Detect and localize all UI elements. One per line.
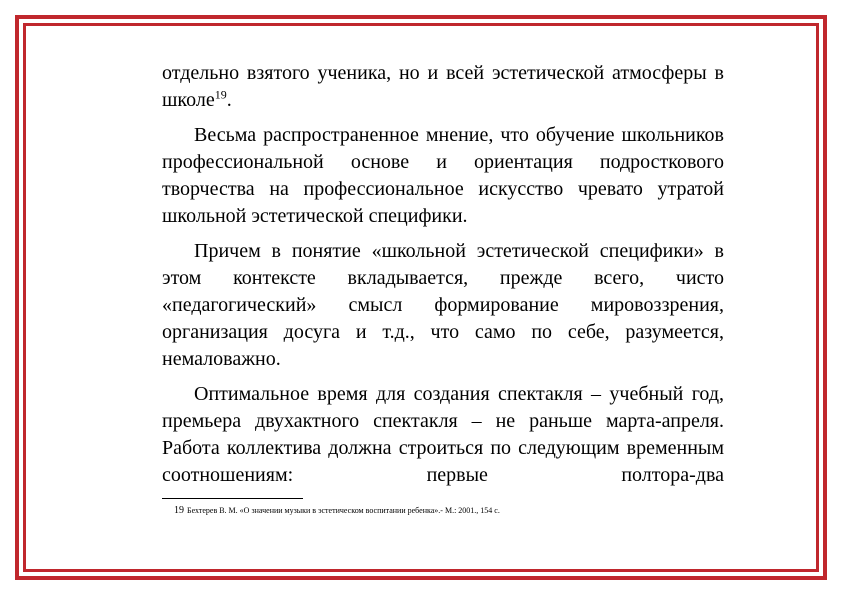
- footnote-text: Бехтерев В. М. «О значении музыки в эстетическом воспитании ребенка».- М.: 2001., 154 с.: [187, 506, 500, 515]
- footnote-number: 19: [174, 505, 184, 516]
- paragraph-1-text: отдельно взятого ученика, но и всей эстетической атмосферы в школе: [162, 62, 724, 111]
- paragraph-3: Причем в понятие «школьной эстетической специфики» в этом контексте вкладывается, прежде всего, чисто «педагогический» смысл формирование мировоззрения, организация досуга и т.д., что само по себе, разумеется, немаловажно.: [162, 240, 724, 370]
- paragraph-1-end: .: [226, 89, 232, 111]
- footnote: [174, 505, 714, 516]
- paragraph-4: Оптимальное время для создания спектакля – учебный год, премьера двухактного спектакля – не раньше марта-апреля. Работа коллектива должна строиться по следующим временным соотношениям: первые полтора-два: [162, 383, 724, 486]
- document-body: [162, 60, 724, 497]
- footnote-reference[interactable]: 19: [214, 87, 227, 102]
- paragraph-1: [162, 60, 724, 114]
- paragraph-2: Весьма распространенное мнение, что обучение школьников профессиональной основе и ориентация подросткового творчества на профессиональное искусство чревато утратой школьной эстетической специфики.: [162, 124, 724, 227]
- footnote-separator: [162, 498, 303, 499]
